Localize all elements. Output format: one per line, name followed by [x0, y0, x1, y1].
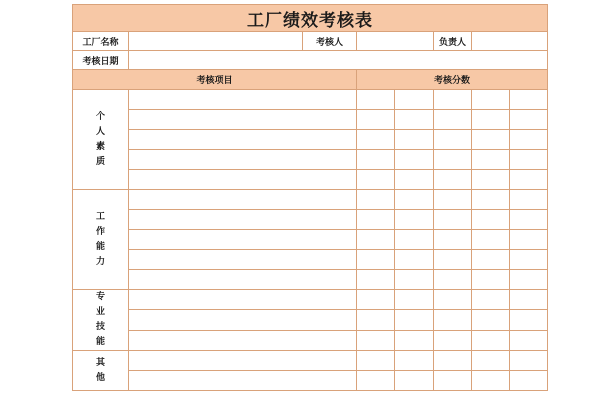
score-cell[interactable]	[357, 371, 395, 391]
score-cell[interactable]	[395, 250, 434, 270]
score-cell[interactable]	[472, 90, 510, 110]
score-cell[interactable]	[472, 170, 510, 190]
category-label	[73, 290, 129, 351]
score-cell[interactable]	[357, 130, 395, 150]
score-cell[interactable]	[357, 230, 395, 250]
score-cell[interactable]	[434, 290, 472, 310]
item-cell[interactable]	[129, 90, 357, 110]
score-cell[interactable]	[510, 310, 548, 330]
score-cell[interactable]	[357, 110, 395, 130]
assessment-date-label: 考核日期	[73, 51, 129, 70]
table-row	[73, 351, 548, 371]
score-cell[interactable]	[510, 190, 548, 210]
category-char: 质	[95, 156, 105, 167]
score-cell[interactable]	[434, 250, 472, 270]
score-cell[interactable]	[510, 371, 548, 391]
score-cell[interactable]	[357, 190, 395, 210]
category-char: 人	[95, 126, 105, 137]
factory-name-label: 工厂名称	[73, 32, 129, 51]
score-cell[interactable]	[434, 190, 472, 210]
score-cell[interactable]	[510, 170, 548, 190]
items-column-header: 考核项目	[73, 70, 357, 90]
score-cell[interactable]	[357, 310, 395, 330]
score-cell[interactable]	[395, 110, 434, 130]
score-cell[interactable]	[472, 230, 510, 250]
score-cell[interactable]	[395, 170, 434, 190]
item-cell[interactable]	[129, 130, 357, 150]
table-row	[73, 290, 548, 310]
score-cell[interactable]	[357, 150, 395, 170]
score-cell[interactable]	[510, 250, 548, 270]
score-cell[interactable]	[395, 351, 434, 371]
item-cell[interactable]	[129, 371, 357, 391]
score-cell[interactable]	[357, 270, 395, 290]
responsible-label: 负责人	[434, 32, 472, 51]
category-char: 素	[95, 141, 105, 152]
score-cell[interactable]	[510, 150, 548, 170]
score-cell[interactable]	[395, 330, 434, 350]
item-cell[interactable]	[129, 270, 357, 290]
item-cell[interactable]	[129, 351, 357, 371]
score-cell[interactable]	[472, 330, 510, 350]
table-row	[73, 190, 548, 210]
score-cell[interactable]	[434, 270, 472, 290]
score-cell[interactable]	[510, 210, 548, 230]
score-cell[interactable]	[472, 310, 510, 330]
category-char: 业	[95, 307, 105, 317]
score-cell[interactable]	[434, 310, 472, 330]
score-cell[interactable]	[395, 190, 434, 210]
category-label	[73, 90, 129, 190]
score-cell[interactable]	[395, 270, 434, 290]
score-cell[interactable]	[357, 170, 395, 190]
score-cell[interactable]	[434, 351, 472, 371]
score-cell[interactable]	[434, 150, 472, 170]
score-column-header: 考核分数	[357, 70, 548, 90]
category-char: 个	[95, 111, 105, 122]
score-cell[interactable]	[472, 290, 510, 310]
item-cell[interactable]	[129, 330, 357, 350]
score-cell[interactable]	[472, 351, 510, 371]
table-row	[73, 371, 548, 391]
score-cell[interactable]	[434, 130, 472, 150]
table-row	[73, 130, 548, 150]
table-row	[73, 150, 548, 170]
assessment-form	[72, 4, 548, 391]
category-char: 他	[95, 372, 105, 383]
score-cell[interactable]	[357, 250, 395, 270]
table-row	[73, 250, 548, 270]
score-cell[interactable]	[510, 351, 548, 371]
score-cell[interactable]	[357, 90, 395, 110]
score-cell[interactable]	[472, 250, 510, 270]
score-cell[interactable]	[510, 110, 548, 130]
item-cell[interactable]	[129, 110, 357, 130]
category-char: 工	[95, 211, 105, 222]
item-cell[interactable]	[129, 170, 357, 190]
score-cell[interactable]	[395, 210, 434, 230]
score-cell[interactable]	[510, 330, 548, 350]
score-cell[interactable]	[510, 270, 548, 290]
score-cell[interactable]	[472, 130, 510, 150]
assessor-label: 考核人	[303, 32, 357, 51]
score-cell[interactable]	[434, 330, 472, 350]
factory-name-field[interactable]	[129, 32, 303, 51]
score-cell[interactable]	[357, 290, 395, 310]
item-cell[interactable]	[129, 190, 357, 210]
score-cell[interactable]	[434, 371, 472, 391]
table-row	[73, 110, 548, 130]
performance-sheet	[72, 4, 527, 395]
score-cell[interactable]	[472, 110, 510, 130]
item-cell[interactable]	[129, 290, 357, 310]
score-cell[interactable]	[434, 230, 472, 250]
category-char: 力	[95, 256, 105, 267]
score-cell[interactable]	[395, 230, 434, 250]
score-cell[interactable]	[434, 170, 472, 190]
score-cell[interactable]	[395, 290, 434, 310]
score-cell[interactable]	[472, 270, 510, 290]
item-cell[interactable]	[129, 210, 357, 230]
category-char: 能	[95, 337, 105, 347]
category-label	[73, 190, 129, 290]
table-row	[73, 90, 548, 110]
score-cell[interactable]	[510, 230, 548, 250]
item-cell[interactable]	[129, 310, 357, 330]
score-cell[interactable]	[472, 150, 510, 170]
assessment-date-field[interactable]	[129, 51, 548, 70]
item-cell[interactable]	[129, 150, 357, 170]
responsible-field[interactable]	[472, 32, 548, 51]
score-cell[interactable]	[395, 90, 434, 110]
category-char: 专	[95, 292, 105, 302]
category-char: 作	[95, 226, 105, 237]
assessor-field[interactable]	[357, 32, 434, 51]
item-cell[interactable]	[129, 250, 357, 270]
score-cell[interactable]	[434, 90, 472, 110]
table-row	[73, 310, 548, 330]
score-cell[interactable]	[472, 371, 510, 391]
score-cell[interactable]	[434, 210, 472, 230]
score-cell[interactable]	[510, 130, 548, 150]
category-char: 能	[95, 241, 105, 252]
score-cell[interactable]	[472, 190, 510, 210]
score-cell[interactable]	[510, 90, 548, 110]
category-char: 技	[95, 322, 105, 332]
item-cell[interactable]	[129, 230, 357, 250]
table-row	[73, 170, 548, 190]
score-cell[interactable]	[357, 210, 395, 230]
category-label	[73, 351, 129, 391]
table-row	[73, 230, 548, 250]
score-cell[interactable]	[357, 330, 395, 350]
score-cell[interactable]	[395, 150, 434, 170]
table-row	[73, 330, 548, 350]
category-char: 其	[95, 357, 105, 368]
form-title: 工厂绩效考核表	[73, 5, 548, 32]
score-cell[interactable]	[395, 310, 434, 330]
score-cell[interactable]	[395, 371, 434, 391]
score-cell[interactable]	[472, 210, 510, 230]
score-cell[interactable]	[434, 110, 472, 130]
score-cell[interactable]	[510, 290, 548, 310]
table-row	[73, 270, 548, 290]
table-row	[73, 210, 548, 230]
score-cell[interactable]	[395, 130, 434, 150]
score-cell[interactable]	[357, 351, 395, 371]
